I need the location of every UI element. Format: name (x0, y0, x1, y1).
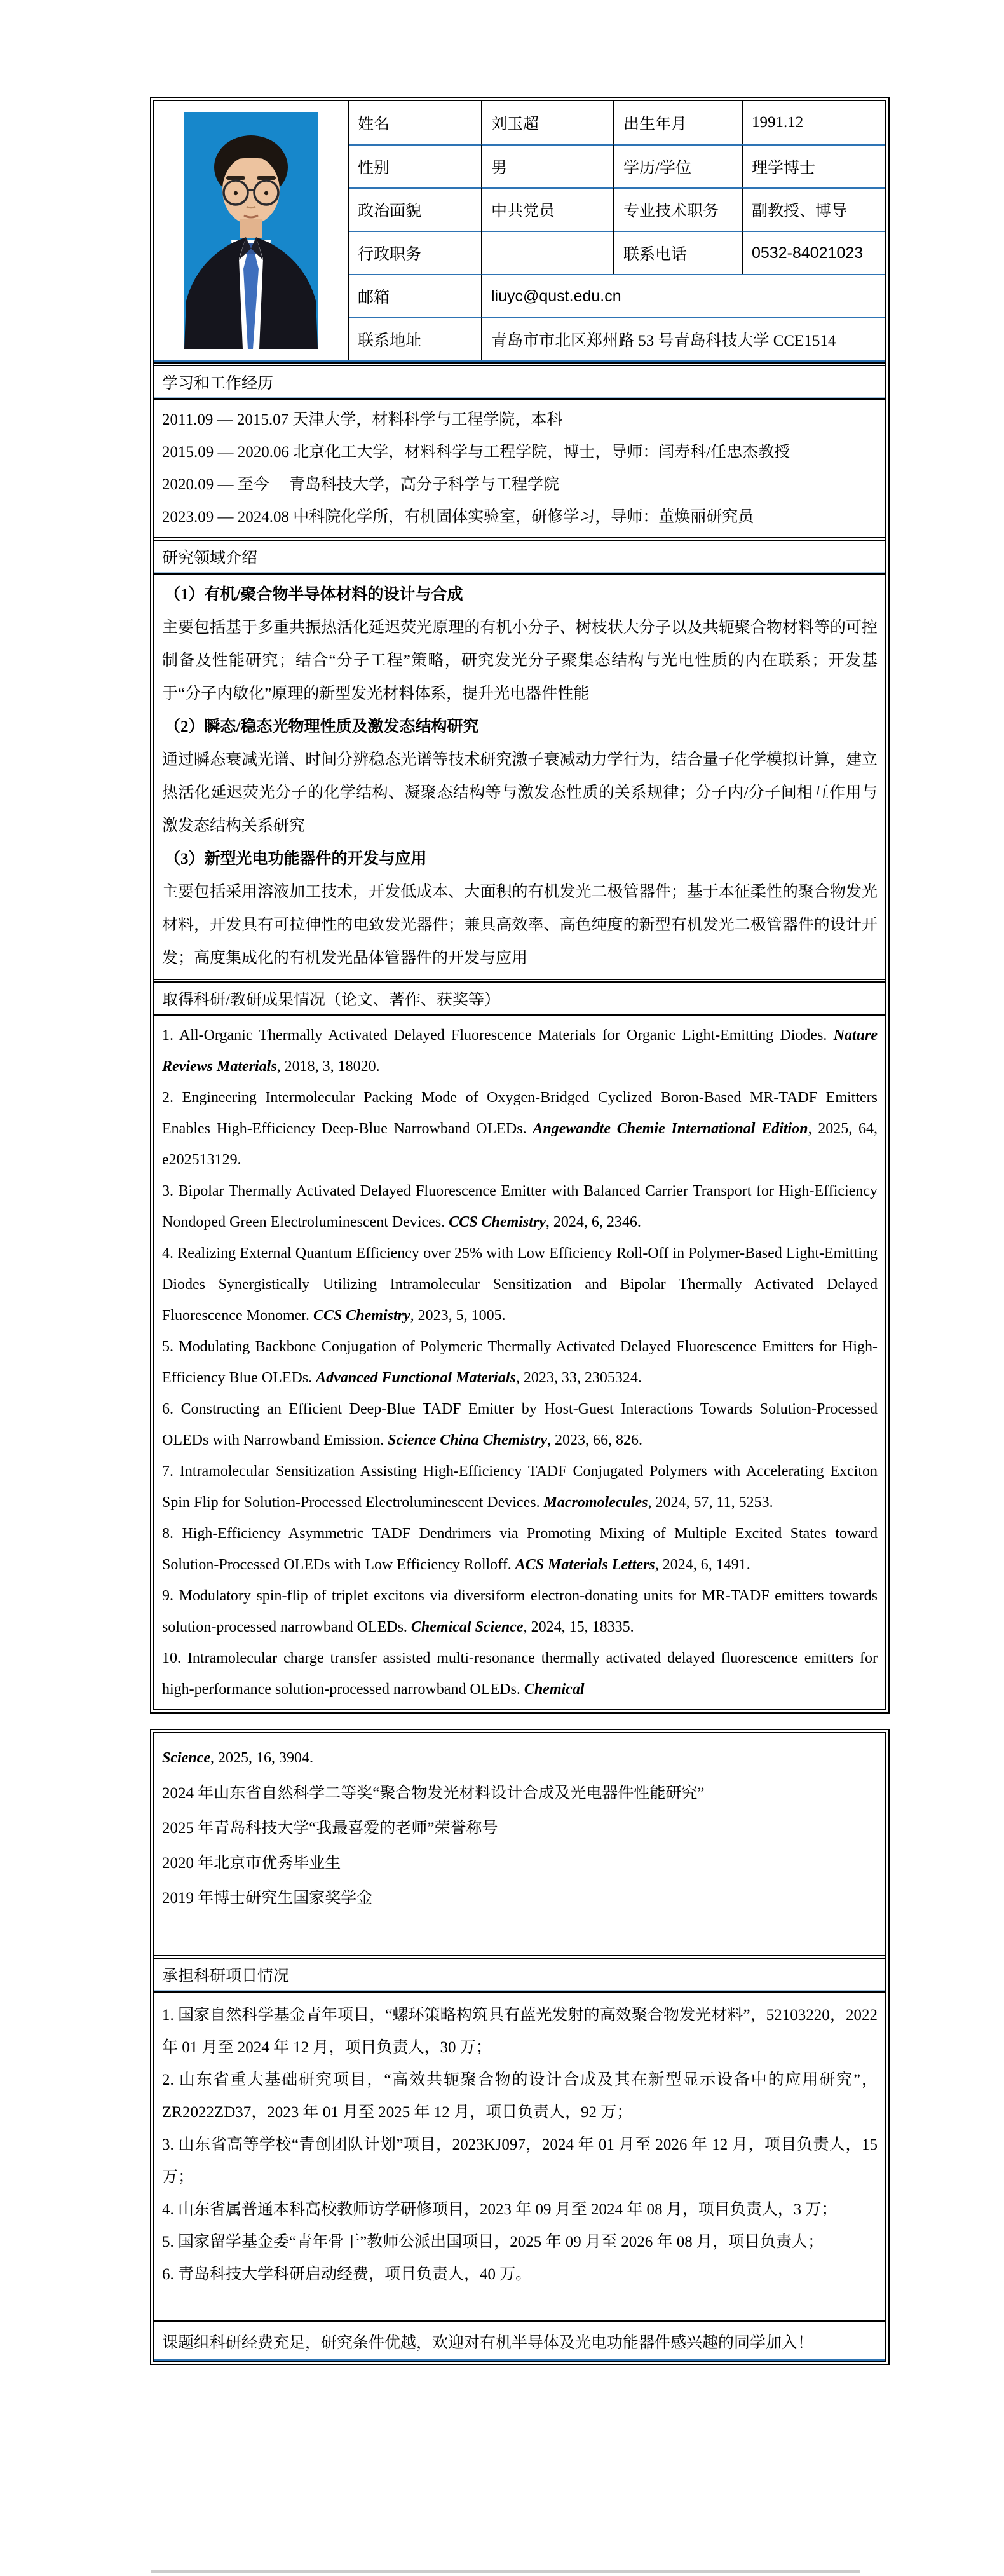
address-value: 青岛市市北区郑州路 53 号青岛科技大学 CCE1514 (481, 317, 885, 360)
cv-table-page2-inner (153, 1732, 886, 2362)
publication-text: 1. All-Organic Thermally Activated Delayed Fluorescence Materials for Organic Light-Emitting Diodes. (162, 1027, 834, 1044)
research-block-body: 通过瞬态衰减光谱、时间分辨稳态光谱等技术研究激子衰减动力学行为，结合量子化学模拟计算，建立热活化延迟荧光分子的化学结构、凝聚态结构等与激发态性质的关系规律；分子内/分子间相互作用与激发态结构关系研究 (162, 751, 878, 835)
project-item: 2. 山东省重大基础研究项目，“高效共轭聚合物的设计合成及其在新型显示设备中的应用研究”，ZR2022ZD37，2023 年 01 月至 2025 年 12 月，项目负责人，92 万； (162, 2071, 878, 2121)
gender-label: 性别 (349, 144, 481, 187)
project-item: 4. 山东省属普通本科高校教师访学研修项目，2023 年 09 月至 2024 年 08 月，项目负责人，3 万； (162, 2201, 838, 2218)
research-block (162, 711, 878, 843)
publication-list (154, 1016, 885, 1709)
cv-table-page2 (150, 1729, 890, 2365)
publication-text: 9. Modulatory spin-flip of triplet excitons via diversiform electron-donating units for MR-TADF emitters towards solution-processed narrowband OLEDs. (162, 1588, 878, 1635)
publication-text: 6. Constructing an Efficient Deep-Blue TADF Emitter by Host-Guest Interactions Towards Solution-Processed OLEDs with Narrowband Emission. (162, 1401, 878, 1448)
research-block-heading: （1）有机/聚合物半导体材料的设计与合成 (165, 586, 463, 603)
research-block (162, 578, 878, 711)
experience-list (154, 400, 885, 537)
birth-label: 出生年月 (613, 101, 742, 144)
publication-cite: , 2025, 64, e202513129. (162, 1121, 878, 1168)
publication-cite: , 2024, 6, 1491. (655, 1557, 750, 1573)
publication-journal: Angewandte Chemie International Edition (533, 1121, 808, 1137)
publication-cite: , 2023, 66, 826. (546, 1432, 642, 1448)
publication-journal: Chemical Science (410, 1619, 524, 1635)
name-label: 姓名 (358, 116, 390, 133)
publication-journal: Advanced Functional Materials (316, 1370, 516, 1386)
page-break-divider (151, 2570, 860, 2573)
publication-text: 8. High-Efficiency Asymmetric TADF Dendrimers via Promoting Mixing of Multiple Excited States toward Solution-Processed OLEDs with Low Efficiency Rolloff. (162, 1525, 878, 1573)
publication-journal: Chemical (524, 1681, 585, 1698)
phone-value: 0532-84021023 (742, 231, 885, 274)
publication-item (162, 1456, 878, 1518)
achievements-continued (154, 1733, 885, 1955)
cv-table-page1 (150, 97, 890, 1714)
publication-item (162, 1176, 878, 1238)
publication-item (162, 1332, 878, 1394)
publication-cite: , 2018, 3, 18020. (276, 1058, 380, 1075)
professional-title-label: 专业技术职务 (613, 187, 742, 231)
experience-item: 2023.09 — 2024.08 中科院化学所，有机固体实验室，研修学习，导师：董焕丽研究员 (162, 508, 754, 526)
address-label: 联系地址 (349, 317, 481, 360)
research-block-body: 主要包括采用溶液加工技术，开发低成本、大面积的有机发光二极管器件；基于本征柔性的聚合物发光材料，开发具有可拉伸性的电致发光器件；兼具高效率、高色纯度的新型有机发光二极管器件的设计开发；高度集成化的有机发光晶体管器件的开发与应用 (162, 883, 878, 967)
political-status-label: 政治面貌 (349, 187, 481, 231)
admin-post-label: 行政职务 (349, 231, 481, 274)
document-column (150, 97, 890, 2365)
project-item: 1. 国家自然科学基金青年项目，“螺环策略构筑具有蓝光发射的高效聚合物发光材料”，52103220，2022 年 01 月至 2024 年 12 月，项目负责人，30 万； (162, 2007, 878, 2056)
publication-continuation (162, 1741, 878, 1776)
birth-value: 1991.12 (742, 101, 885, 144)
degree-label: 学历/学位 (613, 144, 742, 187)
recruitment-note: 课题组科研经费充足，研究条件优越，欢迎对有机半导体及光电功能器件感兴趣的同学加入！ (154, 2320, 885, 2361)
publication-journal: CCS Chemistry (313, 1307, 410, 1324)
award-item: 2020 年北京市优秀毕业生 (162, 1855, 341, 1872)
email-label: 邮箱 (349, 274, 481, 317)
publication-item (162, 1581, 878, 1643)
research-block (162, 843, 878, 975)
publication-item (162, 1394, 878, 1456)
political-status-value: 中共党员 (481, 187, 613, 231)
publication-journal: ACS Materials Letters (515, 1557, 655, 1573)
publication-item (162, 1518, 878, 1581)
publication-text: 2. Engineering Intermolecular Packing Mode of Oxygen-Bridged Cyclized Boron-Based MR-TADF Emitters Enables High-Efficiency Deep-Blue Narrowband OLEDs. (162, 1089, 878, 1137)
personal-info-grid (154, 101, 885, 362)
project-item: 3. 山东省高等学校“青创团队计划”项目，2023KJ097，2024 年 01 月至 2026 年 12 月，项目负责人，15 万； (162, 2136, 878, 2186)
publication-cite: , 2024, 57, 11, 5253. (648, 1494, 773, 1511)
publication-journal: Macromolecules (543, 1494, 648, 1511)
section-header-experience: 学习和工作经历 (154, 366, 885, 400)
publication-text: 7. Intramolecular Sensitization Assisting High-Efficiency TADF Conjugated Polymers with Accelerating Exciton Spin Flip for Solution-Processed Electroluminescent Devices. (162, 1463, 878, 1511)
publication-text: 5. Modulating Backbone Conjugation of Polymeric Thermally Activated Delayed Fluorescence Emitters for High-Efficiency Blue OLEDs. (162, 1339, 878, 1386)
publication-cite: , 2024, 6, 2346. (545, 1214, 641, 1230)
research-block-heading: （3）新型光电功能器件的开发与应用 (165, 850, 427, 868)
phone-label: 联系电话 (613, 231, 742, 274)
publication-cite: , 2023, 33, 2305324. (515, 1370, 642, 1386)
publication-cite: , 2023, 5, 1005. (410, 1307, 506, 1324)
project-list (154, 1993, 885, 2320)
publication-journal: Science (162, 1750, 210, 1766)
experience-item: 2015.09 — 2020.06 北京化工大学，材料科学与工程学院，博士，导师：闫寿科/任忠杰教授 (162, 444, 790, 461)
research-block-body: 主要包括基于多重共振热活化延迟荧光原理的有机小分子、树枝状大分子以及共轭聚合物材料等的可控制备及性能研究；结合“分子工程”策略，研究发光分子聚集态结构与光电性质的内在联系；开发基于“分子内敏化”原理的新型发光材料体系，提升光电器件性能 (162, 619, 878, 702)
research-block-heading: （2）瞬态/稳态光物理性质及激发态结构研究 (165, 718, 479, 735)
award-item: 2024 年山东省自然科学二等奖“聚合物发光材料设计合成及光电器件性能研究” (162, 1785, 705, 1802)
publication-item (162, 1238, 878, 1332)
publication-cite: , 2024, 15, 18335. (523, 1619, 634, 1635)
project-item: 6. 青岛科技大学科研启动经费，项目负责人，40 万。 (162, 2266, 532, 2283)
publication-item (162, 1082, 878, 1176)
award-item: 2019 年博士研究生国家奖学金 (162, 1890, 373, 1907)
publication-text: 10. Intramolecular charge transfer assisted multi-resonance thermally activated delayed fluorescence emitters for high-performance solution-processed narrowband OLEDs. (162, 1650, 878, 1698)
degree-value: 理学博士 (742, 144, 885, 187)
publication-journal: CCS Chemistry (449, 1214, 546, 1230)
experience-item: 2020.09 — 至今 青岛科技大学，高分子科学与工程学院 (162, 476, 560, 493)
experience-item: 2011.09 — 2015.07 天津大学，材料科学与工程学院，本科 (162, 411, 563, 428)
publication-journal: Science China Chemistry (388, 1432, 547, 1448)
section-header-projects: 承担科研项目情况 (154, 1959, 885, 1993)
section-header-research: 研究领域介绍 (154, 541, 885, 575)
cv-table-page1-inner (153, 100, 886, 1710)
publication-journal: Nature Reviews Materials (162, 1027, 878, 1075)
publication-item (162, 1643, 878, 1705)
section-header-achievements: 取得科研/教研成果情况（论文、著作、获奖等） (154, 983, 885, 1016)
publication-text: 4. Realizing External Quantum Efficiency over 25% with Low Efficiency Roll-Off in Polymer-Based Light-Emitting Diodes Synergistically Utilizing Intramolecular Sensitization and Bipolar Thermally Activated Delayed Fluorescence Monomer. (162, 1245, 878, 1324)
publication-item (162, 1020, 878, 1082)
email-value: liuyc@qust.edu.cn (481, 274, 885, 317)
name-value: 刘玉超 (481, 101, 613, 144)
profile-photo (184, 112, 318, 349)
profile-photo-cell (154, 101, 349, 360)
professional-title-value: 副教授、博导 (742, 187, 885, 231)
award-list (162, 1776, 878, 1916)
gender-value: 男 (481, 144, 613, 187)
research-blocks (154, 575, 885, 979)
admin-post-value (481, 231, 613, 274)
project-item: 5. 国家留学基金委“青年骨干”教师公派出国项目，2025 年 09 月至 2026 年 08 月，项目负责人； (162, 2233, 824, 2251)
publication-cite: , 2025, 16, 3904. (210, 1750, 313, 1766)
publication-text: 3. Bipolar Thermally Activated Delayed Fluorescence Emitter with Balanced Carrier Transport for High-Efficiency Nondoped Green Electroluminescent Devices. (162, 1183, 878, 1230)
award-item: 2025 年青岛科技大学“我最喜爱的老师”荣誉称号 (162, 1820, 498, 1837)
